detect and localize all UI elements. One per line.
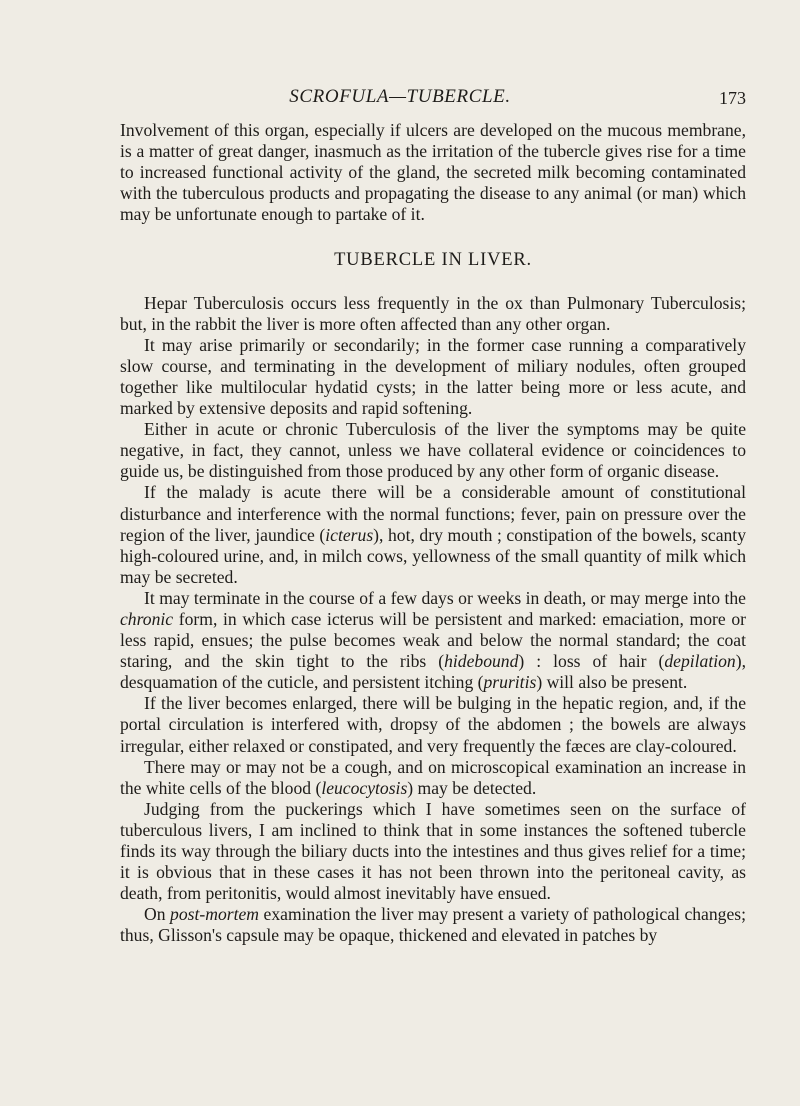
term-leucocytosis: leucocytosis <box>321 777 408 798</box>
term-chronic: chronic <box>120 608 174 629</box>
paragraph-acute-chronic: Either in acute or chronic Tuberculosis of the liver the symptoms may be quite negative, in fact, they cannot, unless we have collateral evidence or coincidences to guide us, be distinguished from those produced by any other form of organic disease. <box>120 419 746 482</box>
text-run: ) : loss of hair ( <box>518 651 665 672</box>
intro-paragraph: Involvement of this organ, especially if ulcers are developed on the mucous membrane, is a matter of great danger, inasmuch as the irritation of the tubercle gives rise for a time to increased functional activity of the gland, the secreted milk becoming contaminated with the tuberculous products and propagating the disease to any animal (or man) which may be unfortunate enough to partake of it. <box>120 120 746 225</box>
text-run: form, in which case icterus will be persistent and marked: emaciation, more or less rapid, ensues; the pulse becomes weak and below the normal standard; the coat staring, and the skin tight to the ribs ( <box>120 608 746 672</box>
text-run: On <box>144 904 171 925</box>
term-pruritis: pruritis <box>483 672 537 693</box>
text-run: There may or may not be a cough, and on microscopical examination an increase in the white cells of the blood ( <box>120 756 746 798</box>
text-run: ), hot, dry mouth ; constipation of the bowels, scanty high-coloured urine, and, in milch cows, yellowness of the small quantity of milk which may be secreted. <box>120 524 746 587</box>
term-icterus: icterus <box>325 524 374 545</box>
page-number: 173 <box>719 88 746 108</box>
term-hidebound: hidebound <box>444 651 519 672</box>
text-run: ) will also be present. <box>536 672 688 693</box>
paragraph-chronic-form <box>120 588 746 693</box>
paragraph-enlarged-liver: If the liver becomes enlarged, there will be bulging in the hepatic region, and, if the portal circulation is interfered with, dropsy of the abdomen ; the bowels are always irregular, either relaxed or constipated, and very frequently the fæces are clay-coloured. <box>120 693 746 756</box>
paragraph-acute-symptoms <box>120 482 746 587</box>
text-run: examination the liver may present a variety of pathological changes; thus, Glisson's capsule may be opaque, thickened and elevated in patches by <box>120 904 746 946</box>
text-run: ) may be detected. <box>407 777 537 798</box>
text-run: ), desquamation of the cuticle, and persistent itching ( <box>120 651 746 693</box>
text-run: If the malady is acute there will be a considerable amount of constitutional disturbance and interference with the normal functions; fever, pain on pressure over the region of the liver, jaundice ( <box>120 482 746 545</box>
paragraph-puckerings: Judging from the puckerings which I have sometimes seen on the surface of tuberculous livers, I am inclined to think that in some instances the softened tubercle finds its way through the biliary ducts into the intestines and thus gives relief for a time; it is obvious that in these cases it has not been thrown into the peritoneal cavity, as death, from peritonitis, would almost inevitably have ensued. <box>120 798 746 904</box>
text-run: It may terminate in the course of a few days or weeks in death, or may merge into the <box>144 587 746 608</box>
page-body <box>120 120 746 946</box>
section-heading: TUBERCLE IN LIVER. <box>334 250 532 271</box>
paragraph-post-mortem <box>120 904 746 946</box>
term-post-mortem: post-mortem <box>170 904 259 925</box>
paragraph-hepar: Hepar Tuberculosis occurs less frequently in the ox than Pulmonary Tuberculosis; but, in the rabbit the liver is more often affected than any other organ. <box>120 292 746 334</box>
paragraph-primary-secondary: It may arise primarily or secondarily; in the former case running a comparatively slow course, and terminating in the development of miliary nodules, often grouped together like multilocular hydatid cysts; in the latter being more or less acute, and marked by extensive deposits and rapid softening. <box>120 334 746 419</box>
running-head: SCROFULA—TUBERCLE. <box>289 86 511 107</box>
term-depilation: depilation <box>664 651 736 672</box>
paragraph-cough <box>120 757 746 799</box>
